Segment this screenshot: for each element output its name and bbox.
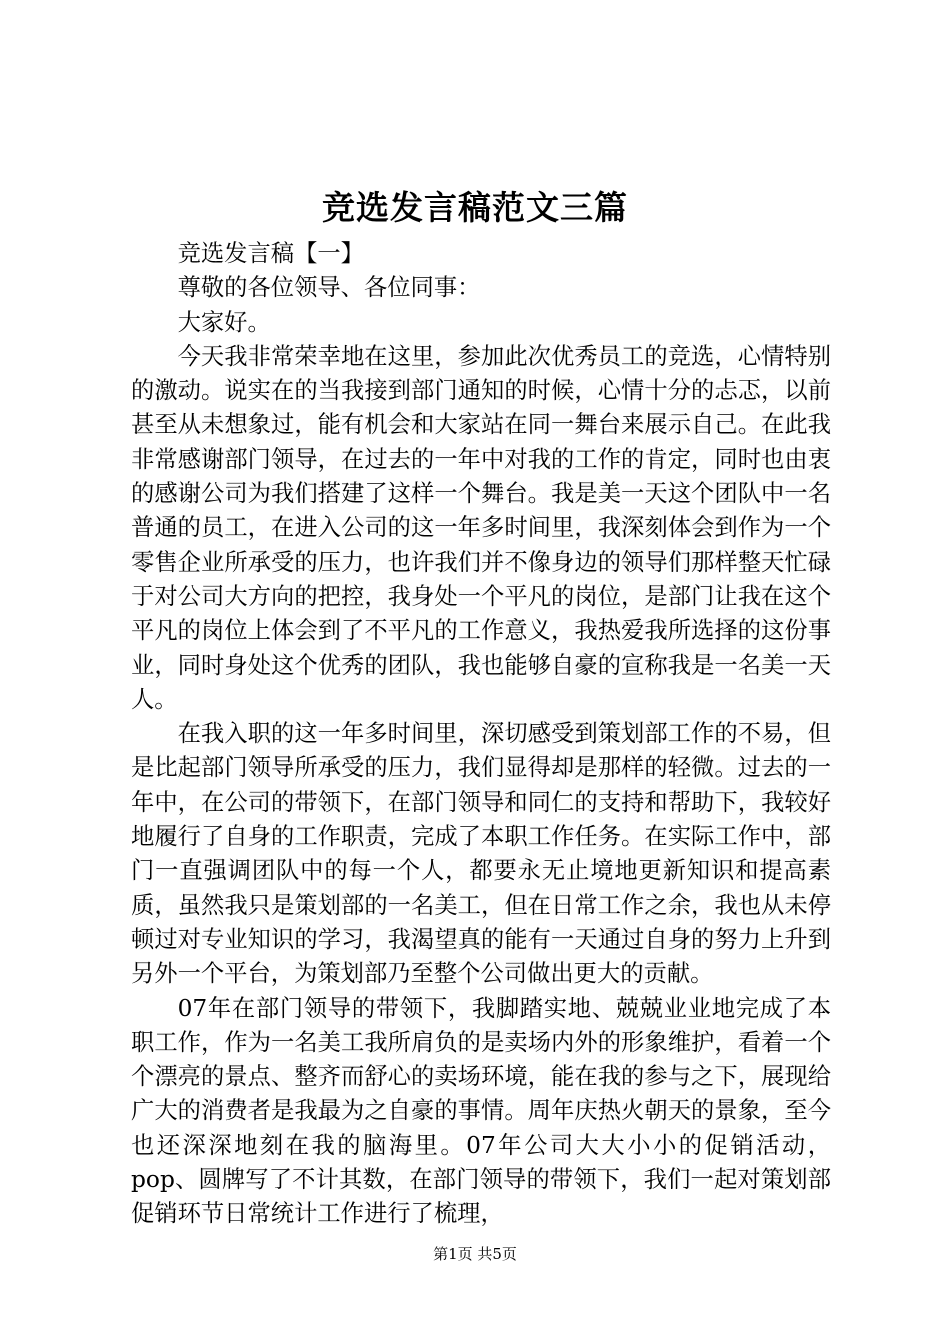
document-title: 竞选发言稿范文三篇 <box>322 188 628 227</box>
document-body <box>131 237 831 1232</box>
page-footer: 第1页 共5页 <box>433 1245 517 1263</box>
body-paragraph: 在我入职的这一年多时间里，深切感受到策划部工作的不易，但是比起部门领导所承受的压力，我们显得却是那样的轻微。过去的一年中，在公司的带领下，在部门领导和同仁的支持和帮助下，我较好地履行了自身的工作职责，完成了本职工作任务。在实际工作中，部门一直强调团队中的每一个人，都要永无止境地更新知识和提高素质，虽然我只是策划部的一名美工，但在日常工作之余，我也从未停顿过对专业知识的学习，我渴望真的能有一天通过自身的努力上升到另外一个平台，为策划部乃至整个公司做出更大的贡献。 <box>131 720 831 988</box>
section-heading: 竞选发言稿【一】 <box>177 240 364 267</box>
salutation: 尊敬的各位领导、各位同事： <box>177 274 481 302</box>
body-paragraph: 07年在部门领导的带领下，我脚踏实地、兢兢业业地完成了本职工作，作为一名美工我所肩负的是卖场内外的形象维护，看着一个个漂亮的景点、整齐而舒心的卖场环境，能在我的参与之下，展现给广大的消费者是我最为之自豪的事情。周年庆热火朝天的景象，至今也还深深地刻在我的脑海里。07年公司大大小小的促销活动，pop、圆牌写了不计其数，在部门领导的带领下，我们一起对策划部促销环节日常统计工作进行了梳理， <box>131 994 831 1228</box>
body-paragraph: 今天我非常荣幸地在这里，参加此次优秀员工的竞选，心情特别的激动。说实在的当我接到部门通知的时候，心情十分的忐忑，以前甚至从未想象过，能有机会和大家站在同一舞台来展示自己。在此我非常感谢部门领导，在过去的一年中对我的工作的肯定，同时也由衷的感谢公司为我们搭建了这样一个舞台。我是美一天这个团队中一名普通的员工，在进入公司的这一年多时间里，我深刻体会到作为一个零售企业所承受的压力，也许我们并不像身边的领导们那样整天忙碌于对公司大方向的把控，我身处一个平凡的岗位，是部门让我在这个平凡的岗位上体会到了不平凡的工作意义，我热爱我所选择的这份事业，同时身处这个优秀的团队，我也能够自豪的宣称我是一名美一天人。 <box>131 342 831 713</box>
greeting: 大家好。 <box>177 308 271 336</box>
